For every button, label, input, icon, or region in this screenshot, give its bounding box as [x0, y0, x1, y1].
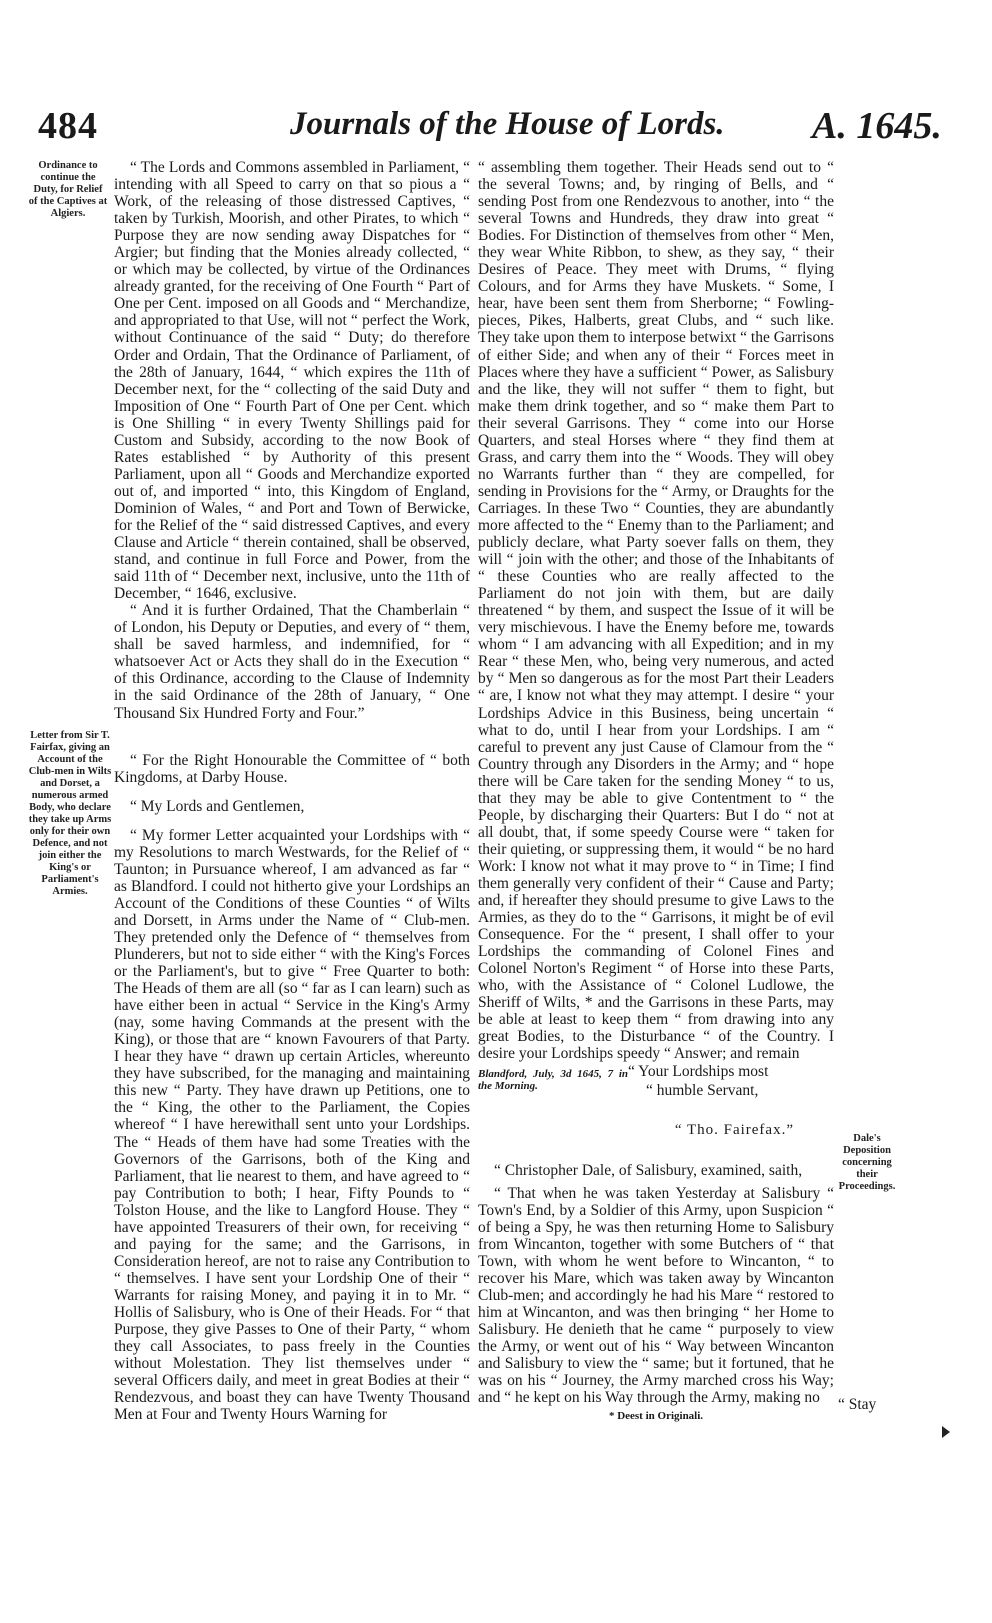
- closing-line-2: “ humble Servant,: [646, 1082, 759, 1100]
- catchword: “ Stay: [838, 1396, 877, 1413]
- arrow-marker-icon: [942, 1426, 950, 1438]
- margin-note-deposition: Dale's Deposition concerning their Proceedings.: [838, 1133, 896, 1192]
- deposition-intro: “ Christopher Dale, of Salisbury, examined, saith,: [494, 1161, 803, 1179]
- signature: “ Tho. Fairefax.”: [674, 1122, 794, 1139]
- ordinance-paragraph-2: “ And it is further Ordained, That the Chamberlain “ of London, his Deputy or Deputies, and every of “ them, shall be saved harmless, and indemnified, for “ whatsoever Act or Acts they shall do in the Execution “ of this Ordinance, according to the Clause of Indemnity in the said Ordinance of the 28th of January, “ One Thousand Six Hundred Forty and Four.”: [114, 602, 470, 722]
- dateline: Blandford, July, 3d 1645, 7 in the Morning.: [478, 1068, 628, 1093]
- letter-salutation: “ My Lords and Gentlemen,: [130, 797, 305, 815]
- margin-note-letter: Letter from Sir T. Fairfax, giving an Account of the Club-men in Wilts and Dorset, a numerous armed Body, who declare they take up Arms only for their own Defence, and not join either the King's or Parliament's Armies.: [28, 730, 112, 897]
- year-heading: A. 1645.: [812, 105, 942, 147]
- running-title: Journals of the House of Lords.: [290, 106, 725, 142]
- page-header: [0, 100, 992, 150]
- footnote: * Deest in Originali.: [608, 1410, 704, 1423]
- deposition-body: “ That when he was taken Yesterday at Salisbury “ Town's End, by a Soldier of this Army, upon Suspicion “ of being a Spy, he was then returning Home to Salisbury from Wincanton, together with some Butchers of “ that Town, with whom he went before to Wincanton, “ to recover his Mare, which was taken away by Wincanton Club-men; and accordingly he had his Mare “ restored to him at Wincanton, and was then bringing “ her Home to Salisbury. He denieth that he came “ purposely to view the Army, or went out of his “ Way between Wincanton and Salisbury to view the “ same; but it fortuned, that he was on his “ Journey, the Army marched cross his Way; and “ he kept on his Way through the Army, making no: [478, 1184, 834, 1407]
- page-number: 484: [38, 105, 98, 147]
- closing-line-1: “ Your Lordships most: [628, 1063, 769, 1081]
- letter-body: “ My former Letter acquainted your Lordships with “ my Resolutions to march Westwards, for the Relief of “ Taunton; in Pursuance whereof, I am advanced as far “ as Blandford. I could not hitherto give your Lordships an Account of the Conditions of these Counties “ of Wilts and Dorsett, in Arms under the Name of “ Club-men. They pretended only the Defence of “ themselves from Plunderers, but not to side either “ with the King's Forces or the Parliament's, but to give “ Free Quarter to both: The Heads of them are all (so “ far as I can learn) such as have either been in actual “ Service in the King's Army (nay, some having Commands at the present with the King), or those that are “ known Favourers of that Party. I hear they have “ drawn up certain Articles, whereunto they have subscribed, for the managing and maintaining this new “ Party. They have drawn up Petitions, one to the “ King, the other to the Parliament, the Copies whereof “ I have herewithall sent unto your Lordships. The “ Heads of them have had some Treaties with the Governors of the Garrisons, both of the King and Parliament, that lie nearest to them, and have agreed to “ pay Contribution to both; I hear, Fifty Pounds to “ Tolston House, and the like to Langford House. They “ have appointed Treasurers of their own, for receiving “ and paying for the same; and the Garrisons, in Consideration hereof, are not to raise any Contribution to “ themselves. I have sent your Lordship One of their “ Warrants for raising Money, and paying it in to Mr. “ Hollis of Salisbury, who is One of their Heads. For “ that Purpose, they give Passes to One of their Party, “ whom they call Associates, to pass freely in the Counties without Molestation. They list themselves under “ several Officers daily, and meet in great Bodies at their “ Rendezvous, and boast they can have Twenty Thousand Men at Four and Twenty Hours Warning for: [114, 826, 470, 1424]
- right-column: [478, 159, 834, 1425]
- letter-body-continued: “ assembling them together. Their Heads send out to “ the several Towns; and, by ringing of Bells, and “ sending Post from one Rendezvous to another, into “ the several Towns and Hundreds, they draw into great “ Bodies. For Distinction of themselves from other “ Men, they wear White Ribbon, to shew, as they say, “ their Desires of Peace. They meet with Drums, “ flying Colours, and for Arms they have Muskets. “ Some, I hear, have been sent them from Sherborne; “ Fowling-pieces, Pikes, Halberts, great Clubs, and “ such like. They take upon them to interpose betwixt “ the Garrisons of either Side; and when any of their “ Forces meet in Places where they have a sufficient “ Power, as Salisbury and the like, they will not suffer “ them to fight, but make them drink together, and so “ make them Part to their several Garrisons. They “ come into our Horse Quarters, and steal Horses where “ they find them at Grass, and carry them into the “ Woods. They will obey no Warrants further than “ they are compelled, for sending in Provisions for the “ Army, or Draughts for the Carriages. In these Two “ Counties, they are abundantly more affected to the “ Enemy than to the Parliament; and publicly declare, what Party soever falls on them, they will “ join with the other; and those of the Inhabitants of “ these Counties who are really affected to the Parliament do not join with them, but are daily threatened “ by them, and suspect the Issue of it will be very mischievous. I have the Enemy before me, towards whom “ I am advancing with all Expedition; and in my Rear “ these Men, who, being very numerous, and acted by “ Men so dangerous as for the most Part their Leaders “ are, I know not what they may attempt. I desire “ your Lordships Advice in this Business, being uncertain “ what to do, until I hear from your Lordships. I am “ careful to prevent any just Cause of Clamour from the “ Country through any Disorders in the Army; and “ hope there will be Care taken for the sending Money “ to us, that they may be able to give Contentment to “ the People, by discharging their Quarters: But I do “ not at all doubt, that, if some speedy Course were “ taken for their quieting, or suppressing them, it would “ be no hard Work: I know not what it may prove to “ in Time; I find them generally very confident of their “ Cause and Party; and, if hereafter they should presume to give Laws to the Armies, as they do to the “ Garrisons, it might be of evil Consequence. For the “ present, I shall offer to your Lordships the commanding of Colonel Fines and Colonel Norton's Regiment “ of Horse into these Parts, who, with the Assistance of “ Colonel Ludlowe, the Sheriff of Wilts, * and the Garrisons in these Parts, may be able at least to keep them “ from drawing into any great Bodies, to the Disturbance “ of the Country. I desire your Lordships speedy “ Answer; and remain: [478, 159, 834, 1063]
- ordinance-paragraph: “ The Lords and Commons assembled in Parliament, “ intending with all Speed to carry on that so pious a “ Work, of the releasing of those distressed Captives, “ taken by Turkish, Moorish, and other Pirates, to which “ Purpose they are now sending away Dispatches for “ Argier; but finding that the Monies already collected, “ or which may be collected, by virtue of the Ordinances already granted, for the receiving of One Fourth “ Part of One per Cent. imposed on all Goods and “ Merchandize, and appropriated to that Use, will not “ perfect the Work, without Continuance of the said “ Duty; do therefore Order and Ordain, That the Ordinance of Parliament, of the 28th of January, 1644, “ which expires the 11th of December next, for the “ collecting of the said Duty and Imposition of One “ Fourth Part of One per Cent. which is One Shilling “ in every Twenty Shillings paid for Custom and Subsidy, according to the now Book of Rates established “ by Authority of this present Parliament, upon all “ Goods and Merchandize exported out of, and imported “ into, this Kingdom of England, Dominion of Wales, “ and Port and Town of Berwicke, for the Relief of the “ said distressed Captives, and every Clause and Article “ therein contained, shall be observed, stand, and continue in full Force and Power, from the said 11th of “ December next, inclusive, unto the 11th of December, “ 1646, exclusive.: [114, 159, 470, 603]
- letter-address: “ For the Right Honourable the Committee of “ both Kingdoms, at Darby House.: [114, 751, 470, 786]
- closing-block: [628, 1062, 768, 1100]
- letter-closing: [478, 1062, 834, 1122]
- margin-note-ordinance: Ordinance to continue the Duty, for Relief of the Captives at Algiers.: [28, 160, 108, 219]
- left-column: [114, 159, 470, 1423]
